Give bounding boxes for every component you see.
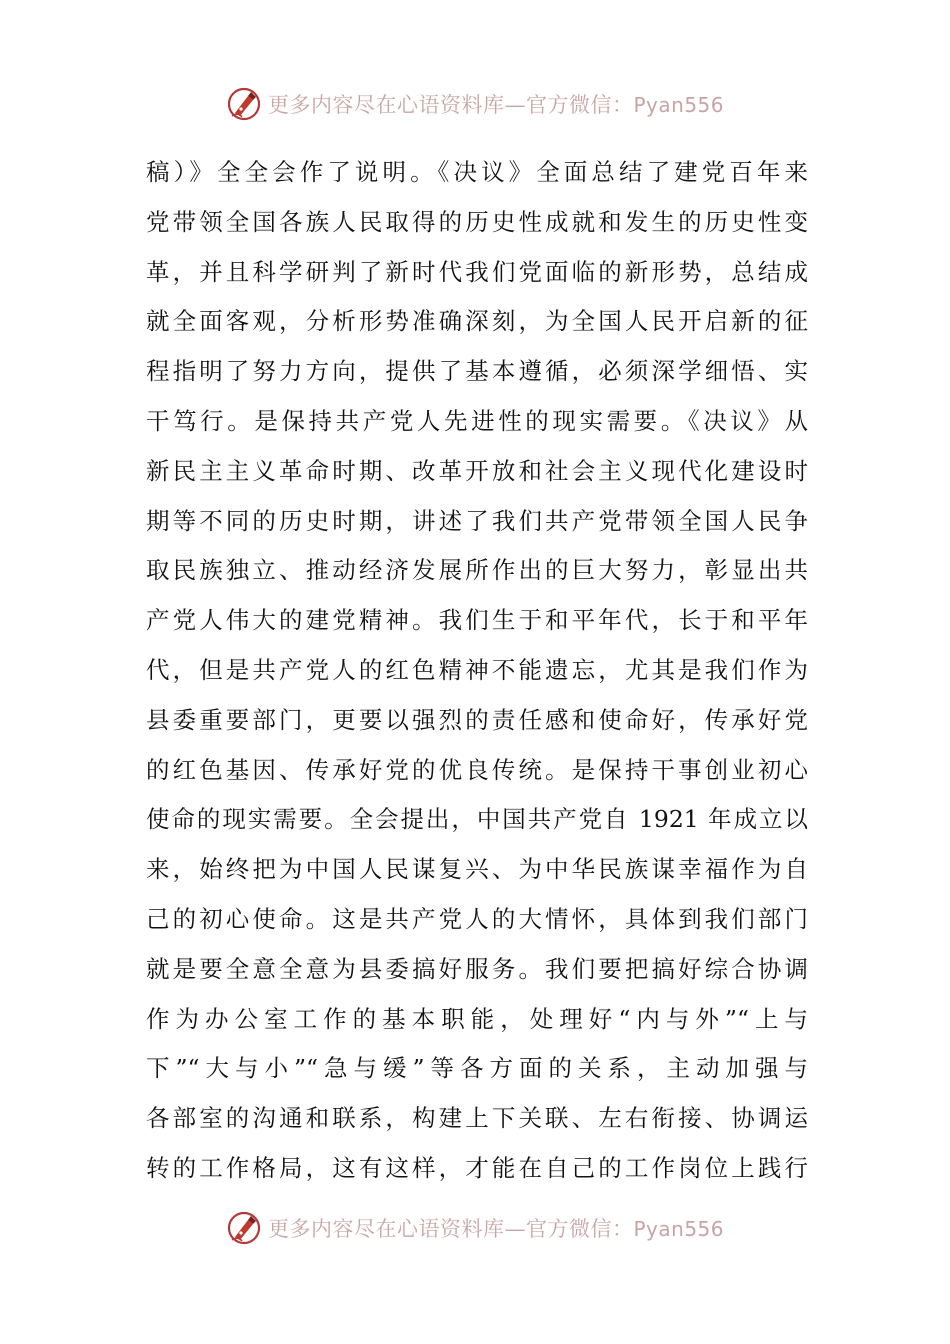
- body-line: 下”“大与小”“急与缓”等各方面的关系，主动加强与: [146, 1054, 808, 1083]
- body-line: 取民族独立、推动经济发展所作出的巨大努力，彰显出共: [146, 556, 808, 585]
- body-line: 的红色基因、传承好党的优良传统。是保持干事创业初心: [146, 755, 808, 784]
- header-banner: [0, 84, 950, 124]
- body-line: 使命的现实需要。全会提出，中国共产党自 1921 年成立以: [146, 805, 808, 834]
- body-line: 期等不同的历史时期，讲述了我们共产党带领全国人民争: [146, 506, 808, 535]
- footer-banner-text: 更多内容尽在心语资料库—官方微信：Pyan556: [267, 1217, 724, 1241]
- pen-nib-logo-icon: [226, 86, 262, 122]
- body-line: 代，但是共产党人的红色精神不能遗忘，尤其是我们作为: [146, 655, 808, 684]
- header-banner-text: 更多内容尽在心语资料库—官方微信：Pyan556: [267, 93, 724, 117]
- body-line: 县委重要部门，更要以强烈的责任感和使命好，传承好党: [146, 705, 808, 734]
- body-line: 稿）》全全会作了说明。《决议》全面总结了建党百年来: [146, 158, 808, 186]
- body-line: 党带领全国各族人民取得的历史性成就和发生的历史性变: [146, 207, 808, 236]
- body-line: 转的工作格局，这有这样，才能在自己的工作岗位上践行: [146, 1153, 808, 1182]
- body-line: 己的初心使命。这是共产党人的大情怀，具体到我们部门: [146, 904, 808, 933]
- body-line: 新民主主义革命时期、改革开放和社会主义现代化建设时: [146, 456, 808, 485]
- document-body: [146, 148, 808, 1194]
- pen-nib-logo-icon: [226, 1210, 262, 1246]
- body-line: 作为办公室工作的基本职能，处理好“内与外”“上与: [146, 1004, 808, 1033]
- body-line: 就全面客观，分析形势准确深刻，为全国人民开启新的征: [146, 307, 808, 336]
- footer-banner: [0, 1208, 950, 1248]
- body-line: 来，始终把为中国人民谋复兴、为中华民族谋幸福作为自: [146, 855, 808, 884]
- body-line: 革，并且科学研判了新时代我们党面临的新形势，总结成: [146, 257, 808, 286]
- body-line: 就是要全意全意为县委搞好服务。我们要把搞好综合协调: [146, 954, 808, 983]
- header-wechat-id: Pyan556: [633, 93, 724, 117]
- body-line: 程指明了努力方向，提供了基本遵循，必须深学细悟、实: [146, 357, 808, 386]
- footer-wechat-id: Pyan556: [633, 1217, 724, 1241]
- body-line: 干笃行。是保持共产党人先进性的现实需要。《决议》从: [146, 406, 808, 435]
- body-line: 各部室的沟通和联系，构建上下关联、左右衔接、协调运: [146, 1104, 808, 1133]
- body-line: 产党人伟大的建党精神。我们生于和平年代，长于和平年: [146, 606, 808, 635]
